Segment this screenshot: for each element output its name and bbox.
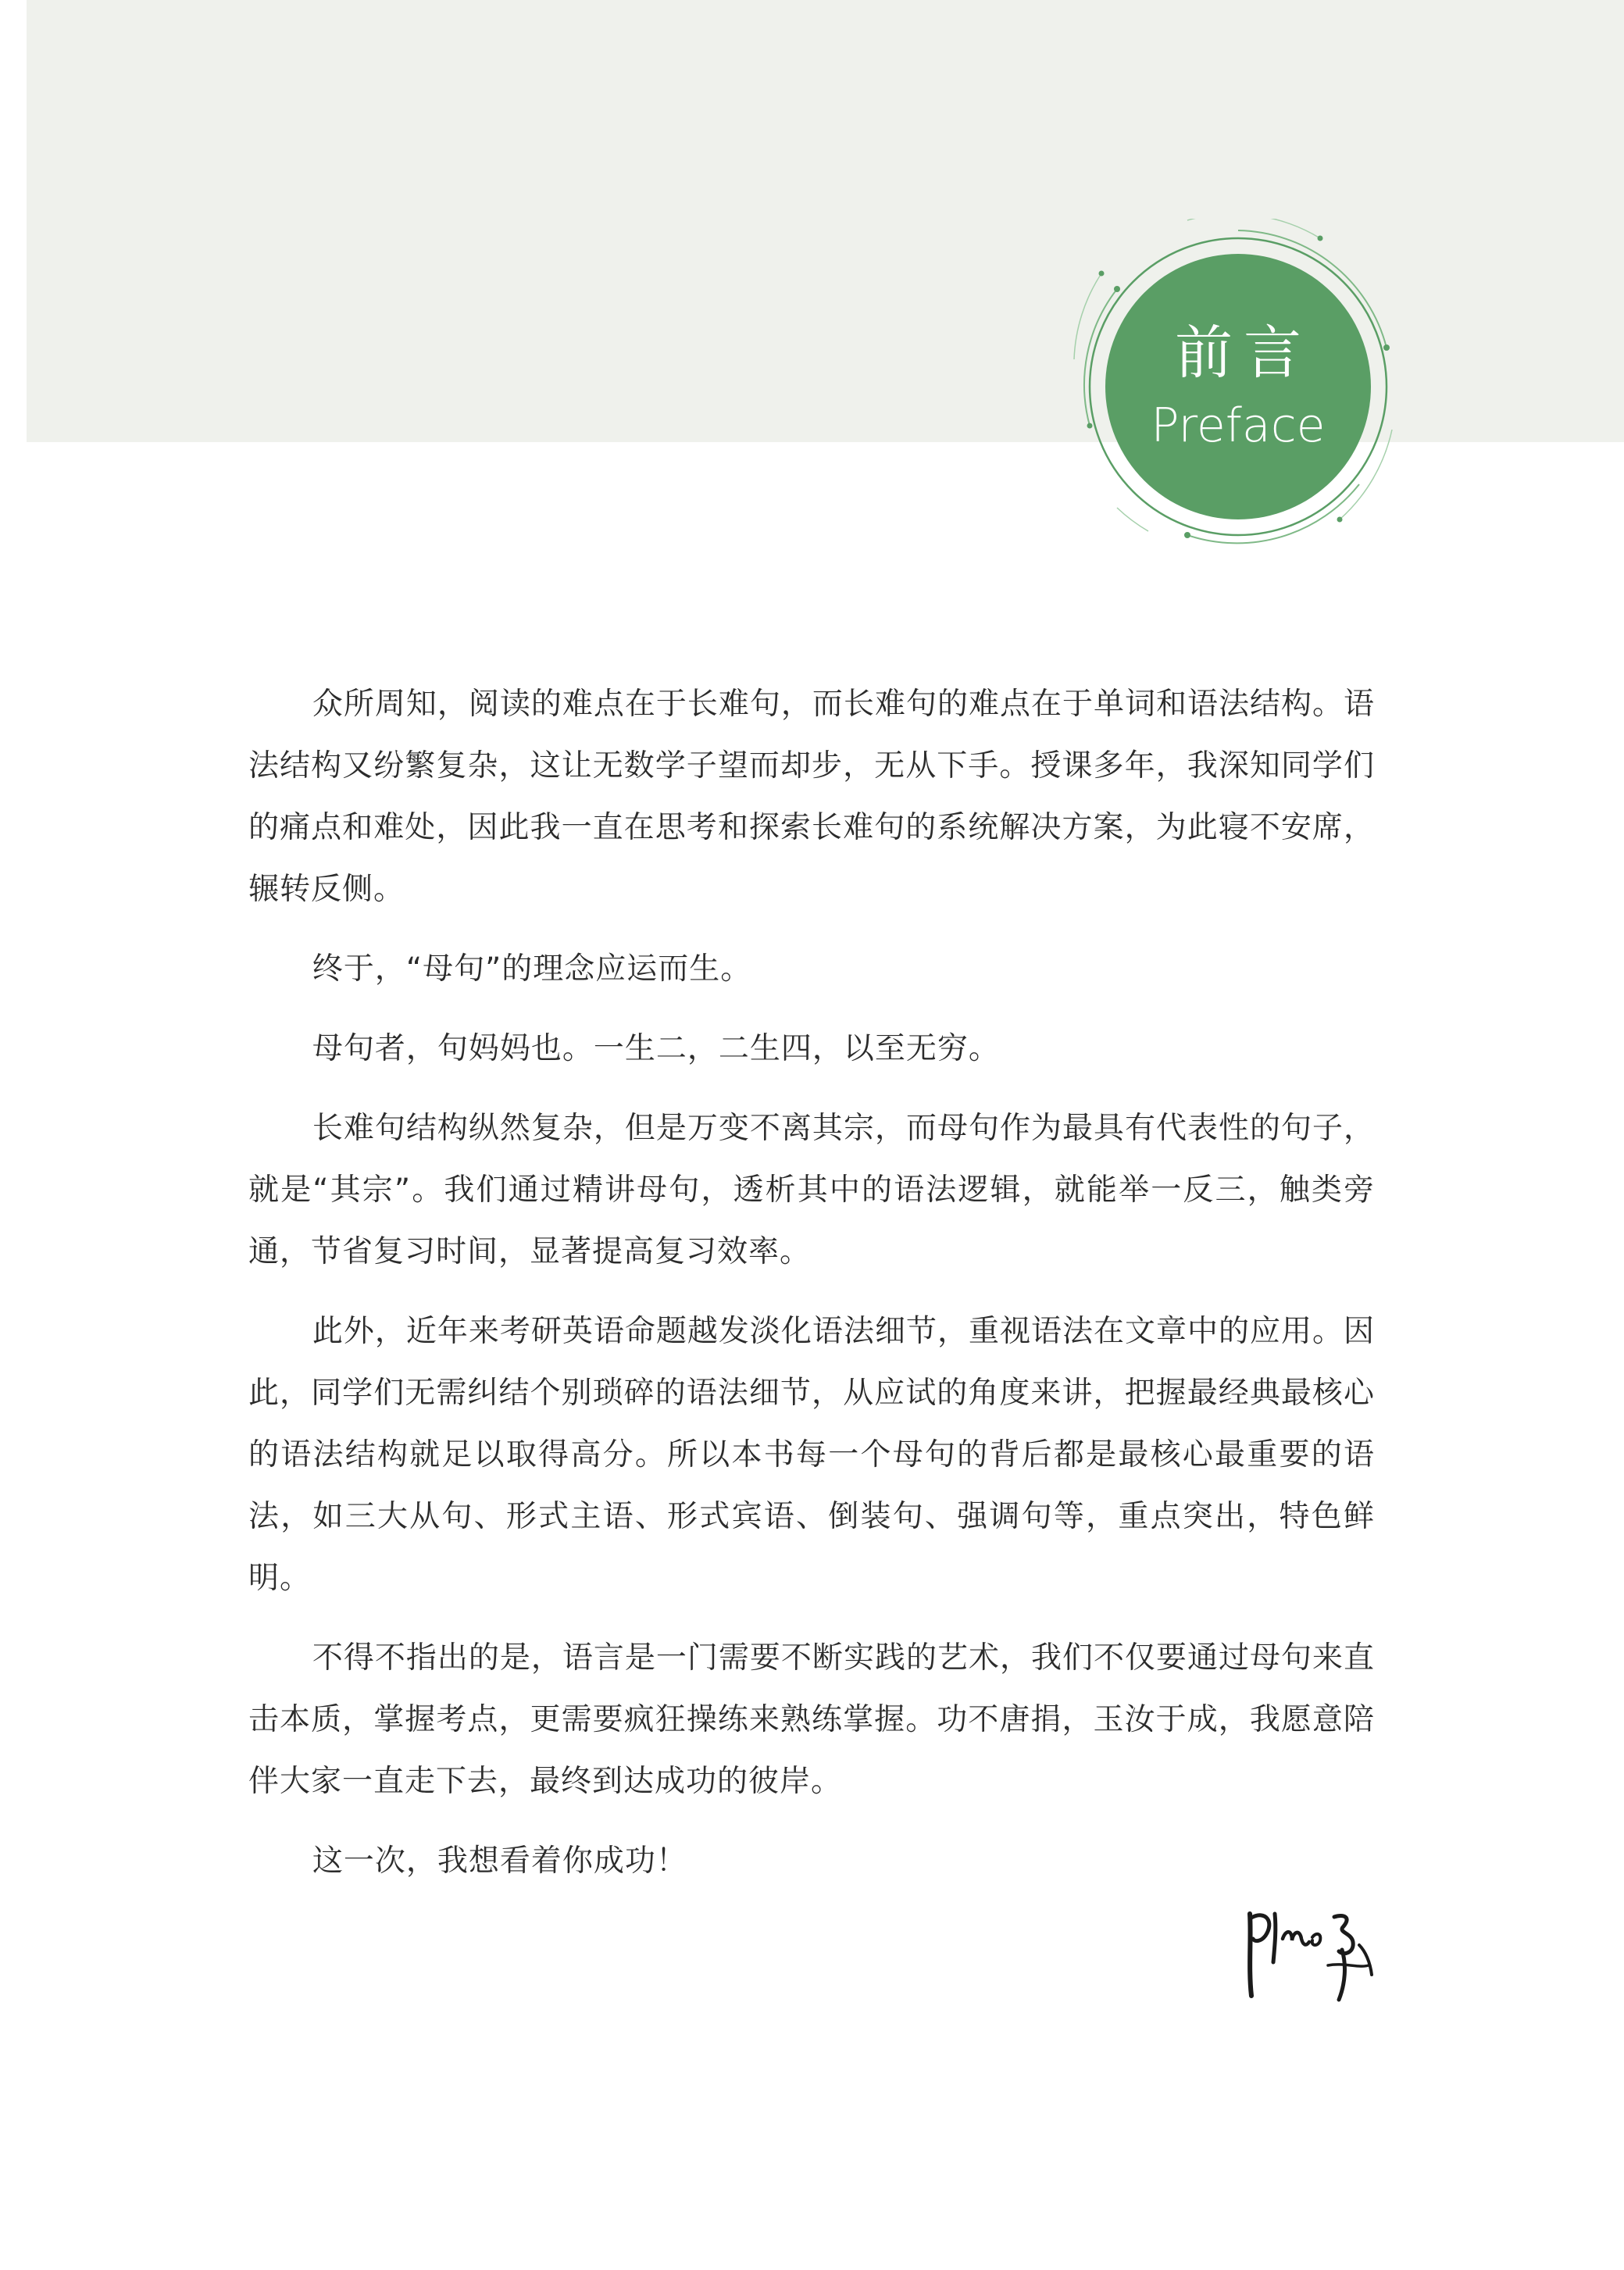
signature-image [1234, 1890, 1383, 2015]
page-subtitle: Preface [1151, 398, 1326, 453]
emblem-text [1070, 219, 1406, 555]
preface-emblem [1070, 219, 1406, 555]
paragraph-3: 母句者，句妈妈也。一生二，二生四，以至无穷。 [312, 1031, 1000, 1066]
paragraph-5: 此外，近年来考研英语命题越发淡化语法细节，重视语法在文章中的应用。因此，同学们无需纠结个别琐碎的语法细节，从应试的角度来讲，把握最经典最核心的语法结构就足以取得高分。所以本书每一个母句的背后都是最核心最重要的语法，如三大从句、形式主语、形式宾语、倒装句、强调句等，重点突出，特色鲜明。 [248, 1314, 1375, 1596]
paragraph-7: 这一次，我想看着你成功！ [312, 1843, 687, 1879]
paragraph-6: 不得不指出的是，语言是一门需要不断实践的艺术，我们不仅要通过母句来直击本质，掌握考点，更需要疯狂操练来熟练掌握。功不唐捐，玉汝于成，我愿意陪伴大家一直走下去，最终到达成功的彼岸。 [248, 1640, 1375, 1799]
paragraph-1: 众所周知，阅读的难点在于长难句，而长难句的难点在于单词和语法结构。语法结构又纷繁复杂，这让无数学子望而却步，无从下手。授课多年，我深知同学们的痛点和难处，因此我一直在思考和探索长难句的系统解决方案，为此寝不安席，辗转反侧。 [248, 687, 1375, 907]
preface-body [248, 673, 1375, 1910]
paragraph-2: 终于，“母句”的理念应运而生。 [312, 951, 752, 987]
author-signature [1234, 1890, 1383, 2015]
paragraph-4: 长难句结构纵然复杂，但是万变不离其宗，而母句作为最具有代表性的句子，就是“其宗”。我们通过精讲母句，透析其中的语法逻辑，就能举一反三，触类旁通，节省复习时间，显著提高复习效率。 [248, 1111, 1375, 1269]
page-title: 前言 [1175, 319, 1312, 387]
